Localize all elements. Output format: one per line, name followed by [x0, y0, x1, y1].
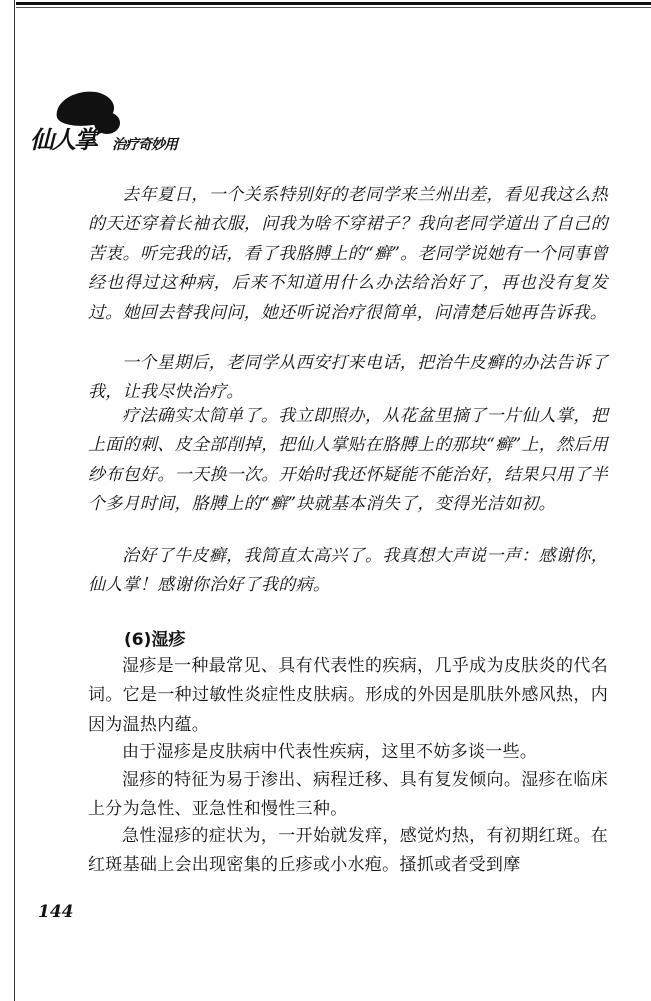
- top-rule: [16, 2, 651, 5]
- story-paragraph-1: 去年夏日，一个关系特别好的老同学来兰州出差，看见我这么热的天还穿着长袖衣服，问我为啥不穿裙子？我向老同学道出了自己的苦衷。听完我的话，看了我胳膊上的“癣”。老同学说她有一个同事曾经也得过这种病，后来不知道用什么办法给治好了，再也没有复发过。她回去替我问问，她还听说治疗很简单，问清楚后她再告诉我。: [88, 185, 608, 323]
- page-left-edge: [14, 0, 15, 1001]
- section-paragraph-3: 湿疹的特征为易于渗出、病程迁移、具有复发倾向。湿疹在临床上分为急性、亚急性和慢性三种。: [88, 770, 608, 820]
- page-number: 144: [38, 902, 74, 922]
- section-paragraph-4: 急性湿疹的症状为，一开始就发痒，感觉灼热，有初期红斑。在红斑基础上会出现密集的丘疹或小水疱。搔抓或者受到摩: [88, 826, 608, 876]
- cactus-pad-icon: [94, 112, 120, 134]
- story-paragraph-3: 疗法确实太简单了。我立即照办，从花盆里摘了一片仙人掌，把上面的刺、皮全部削掉，把仙人掌贴在胳膊上的那块“癣”上，然后用纱布包好。一天换一次。开始时我还怀疑能不能治好，结果只用了半个多月时间，胳膊上的“癣”块就基本消失了，变得光洁如初。: [88, 406, 608, 515]
- running-header-logo: [30, 92, 230, 162]
- section-heading: (6)湿疹: [124, 630, 186, 650]
- header-title-small: 治疗奇妙用: [112, 137, 177, 153]
- story-paragraph-2: 一个星期后，老同学从西安打来电话，把治牛皮癣的办法告诉了我，让我尽快治疗。: [88, 353, 608, 403]
- story-paragraph-4: 治好了牛皮癣，我简直太高兴了。我真想大声说一声：感谢你，仙人掌！感谢你治好了我的病。: [88, 546, 608, 596]
- header-title-big: 仙人掌: [30, 125, 96, 154]
- section-paragraph-2: 由于湿疹是皮肤病中代表性疾病，这里不妨多谈一些。: [122, 742, 538, 762]
- top-rule-thin: [16, 7, 651, 8]
- section-paragraph-1: 湿疹是一种最常见、具有代表性的疾病，几乎成为皮肤炎的代名词。它是一种过敏性炎症性皮肤病。形成的外因是肌肤外感风热，内因为温热内蕴。: [88, 656, 608, 735]
